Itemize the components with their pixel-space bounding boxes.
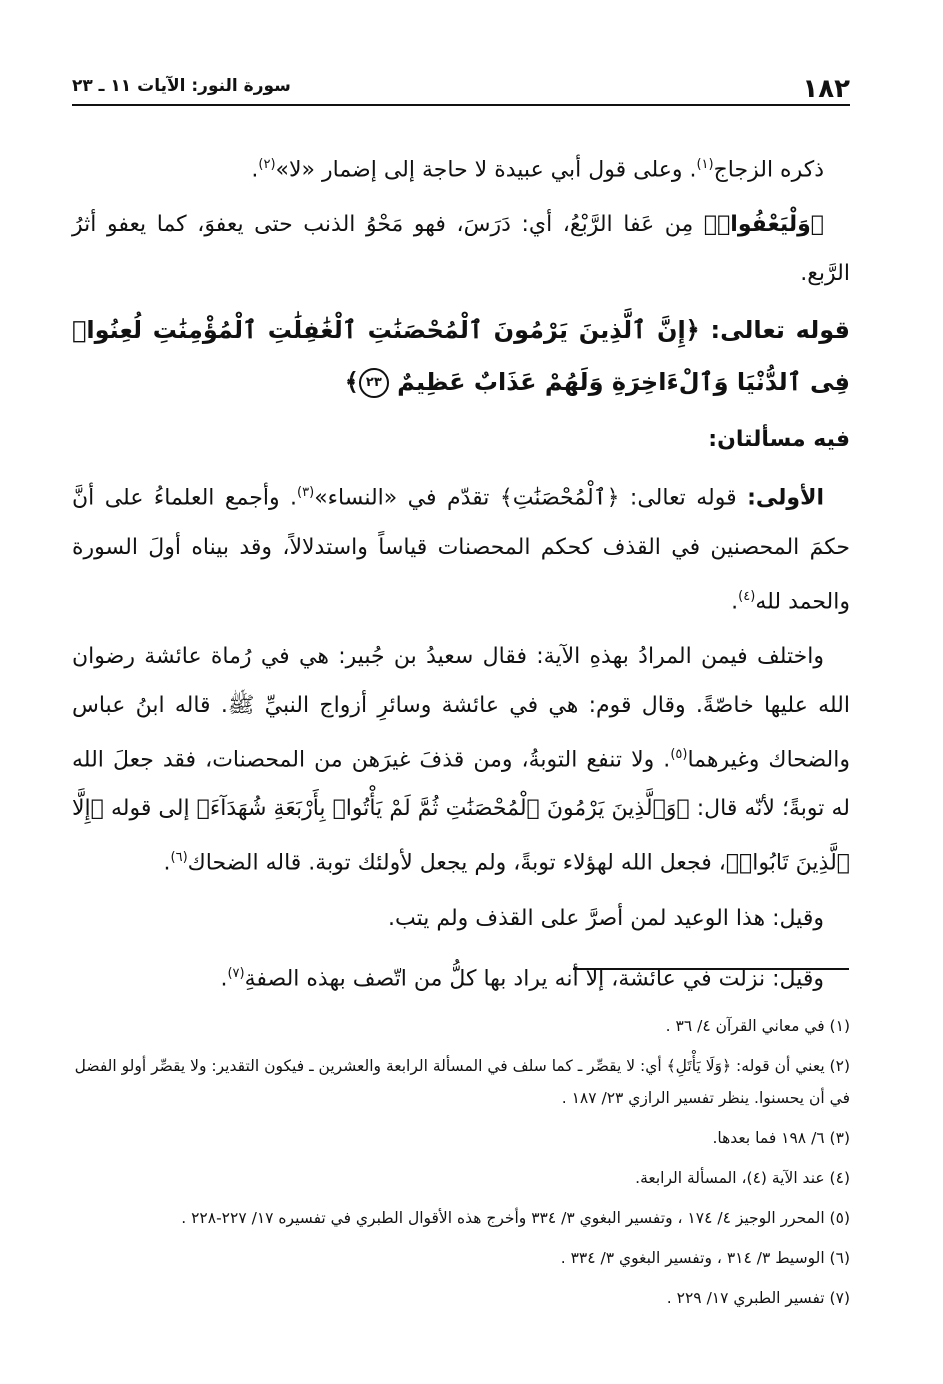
footnote-divider bbox=[573, 968, 849, 970]
paragraph-6: وقيل: نزلت في عائشة، إلا أنه يراد بها كلُّ من اتّصف بهذه الصفةِ$^{(٧)}$. bbox=[220, 965, 824, 991]
footnote-item: (٧) تفسير الطبري ١٧/ ٢٢٩ . bbox=[666, 1289, 850, 1307]
footnote-ref[interactable]: (٦) bbox=[170, 850, 188, 866]
footnote-ref[interactable]: (١) bbox=[696, 157, 714, 172]
issue-lead: الأولى: bbox=[747, 485, 824, 511]
paragraph-3: الأولى: قوله تعالى: ﴿ٱلْمُحْصَنَٰتِ﴾ تقدّم في «النساء»$^{(٣)}$. وأجمع العلماءُ على أنَّ حكمَ المحصنين في القذف كحكم المحصنات قياساً واستدلالاً، وقد بيناه أولَ السورة والحمد لله$^{(٤)}$. bbox=[72, 485, 850, 614]
paragraph-5: وقيل: هذا الوعيد لمن أصرَّ على القذف ولم يتب. bbox=[387, 905, 824, 931]
page-header bbox=[72, 64, 850, 106]
footnote-item: (١) في معاني القرآن ٤/ ٣٦ . bbox=[665, 1017, 850, 1035]
footnote-item: (٢) يعني أن قوله: ﴿وَلَا يَأْتَلِ﴾ أي: لا يقصِّر ـ كما سلف في المسألة الرابعة والعشرين ـ فيكون التقدير: ولا يقصِّر أولو الفضل في أن يحسنوا. ينظر تفسير الرازي ٢٣/ ١٨٧ . bbox=[74, 1057, 850, 1107]
paragraph-4: واختلف فيمن المرادُ بهذهِ الآية: فقال سعيدُ بن جُبير: هي في رُماة عائشة رضوان الله عليها خاصّةً. وقال قوم: هي في عائشة وسائرِ أزواج النبيِّ ﷺ. قاله ابنُ عباس والضحاك وغيرهما$^{(٥)}$. ولا تنفع التوبةُ، ومن قذفَ غيرَهن من المحصنات، فقد جعلَ الله له توبةً؛ لأنّه قال: ﴿وَٱلَّذِينَ يَرْمُونَ ٱلْمُحْصَنَٰتِ ثُمَّ لَمْ يَأْتُوا۟ بِأَرْبَعَةِ شُهَدَآءَ﴾ إلى قوله ﴿إِلَّا ٱلَّذِينَ تَابُوا۟﴾، فجعل الله لهؤلاء توبةً، ولم يجعل لأولئك توبة. قاله الضحاك$^{(٦)}$. bbox=[72, 643, 850, 876]
footnote-ref[interactable]: (٥) bbox=[670, 746, 688, 762]
main-text bbox=[72, 140, 850, 1009]
verse-text: ﴿إِنَّ ٱلَّذِينَ يَرْمُونَ ٱلْمُحْصَنَٰتِ ٱلْغَٰفِلَٰتِ ٱلْمُؤْمِنَٰتِ لُعِنُوا۟ فِى ٱلدُّنْيَا وَٱلْءَاخِرَةِ وَلَهُمْ عَذَابٌ عَظِيمٌ bbox=[72, 316, 850, 397]
paragraph-1: ذكره الزجاج$^{(١)}$. وعلى قول أبي عبيدة لا حاجة إلى إضمار «لا»$^{(٢)}$. bbox=[251, 157, 824, 183]
footnote-ref[interactable]: (٣) bbox=[297, 485, 315, 501]
paragraph-2: ﴿وَلْيَعْفُوا۟﴾ مِن عَفا الرَّبْعُ، أي: دَرَسَ، فهو مَحْوُ الذنب حتى يعفوَ، كما يعفو أثرُ الرَّبع. bbox=[72, 212, 850, 287]
footnote-item: (٥) المحرر الوجيز ٤/ ١٧٤ ، وتفسير البغوي ٣/ ٣٣٤ وأخرج هذه الأقوال الطبري في تفسيره ١٧/ ٢٢٧-٢٢٨ . bbox=[181, 1209, 850, 1227]
footnote-item: (٣) ٦/ ١٩٨ فما بعدها. bbox=[712, 1129, 850, 1147]
footnote-ref[interactable]: (٤) bbox=[738, 588, 756, 604]
verse-block: قوله تعالى: ﴿إِنَّ ٱلَّذِينَ يَرْمُونَ ٱلْمُحْصَنَٰتِ ٱلْغَٰفِلَٰتِ ٱلْمُؤْمِنَٰتِ لُعِنُوا۟ فِى ٱلدُّنْيَا وَٱلْءَاخِرَةِ وَلَهُمْ عَذَابٌ عَظِيمٌ ٢٣﴾ bbox=[72, 316, 850, 397]
footnote-ref[interactable]: (٧) bbox=[227, 965, 245, 981]
ayah-number-icon: ٢٣ bbox=[359, 368, 389, 398]
footnotes bbox=[72, 1010, 850, 1322]
footnote-item: (٦) الوسيط ٣/ ٣١٤ ، وتفسير البغوي ٣/ ٣٣٤ . bbox=[560, 1249, 850, 1267]
quran-quote: ﴿وَلْيَعْفُوا۟﴾ bbox=[703, 212, 824, 238]
page-number: ١٨٢ bbox=[802, 74, 850, 104]
section-heading: فيه مسألتان: bbox=[708, 427, 850, 453]
footnote-item: (٤) عند الآية (٤)، المسألة الرابعة. bbox=[635, 1169, 850, 1187]
footnote-ref[interactable]: (٢) bbox=[258, 157, 276, 172]
verse-label: قوله تعالى: bbox=[710, 316, 850, 345]
running-title: سورة النور: الآيات ١١ ـ ٢٣ bbox=[72, 76, 291, 96]
